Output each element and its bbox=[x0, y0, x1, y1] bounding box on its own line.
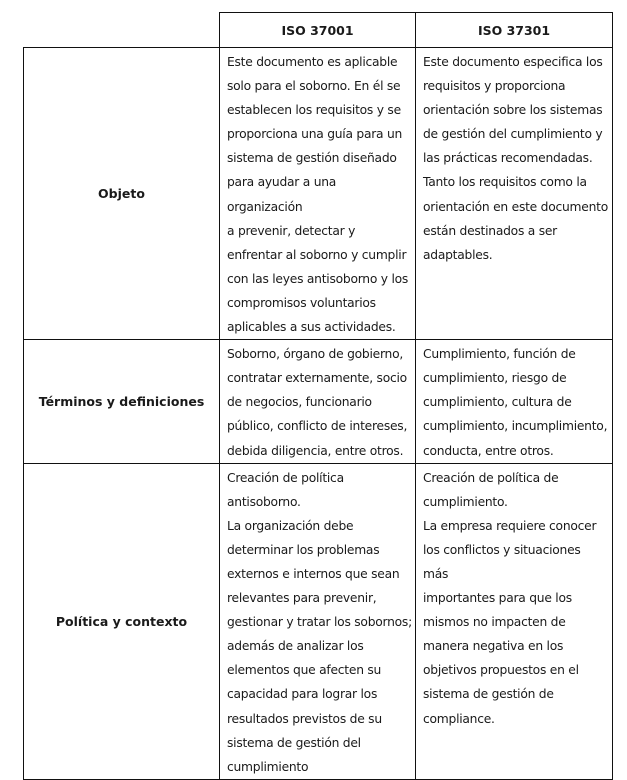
cell-politica-iso-37301: Creación de política de cumplimiento. La empresa requiere conocer los conflictos y situaciones más importantes para que los mismos no impacten de manera negativa en los objetivos propuestos en el sistema de gestión de compliance. bbox=[416, 463, 613, 779]
table-row-terminos bbox=[24, 340, 613, 463]
cell-terminos-iso-37001: Soborno, órgano de gobierno, contratar externamente, socio de negocios, funcionario público, conflicto de intereses, debida diligencia, entre otros. bbox=[220, 340, 416, 463]
empty-corner-cell bbox=[24, 13, 220, 48]
comparison-table bbox=[23, 12, 613, 780]
cell-politica-iso-37001: Creación de política antisoborno. La organización debe determinar los problemas externos e internos que sean relevantes para prevenir, gestionar y tratar los sobornos; además de analizar los elementos que afecten su capacidad para lograr los resultados previstos de su sistema de gestión del cumplimiento bbox=[220, 463, 416, 779]
table-row-objeto bbox=[24, 48, 613, 340]
cell-terminos-iso-37301: Cumplimiento, función de cumplimiento, riesgo de cumplimiento, cultura de cumplimiento, incumplimiento, conducta, entre otros. bbox=[416, 340, 613, 463]
column-header-iso-37301: ISO 37301 bbox=[416, 13, 613, 48]
row-label-politica-y-contexto: Política y contexto bbox=[24, 463, 220, 779]
cell-objeto-iso-37001: Este documento es aplicable solo para el soborno. En él se establecen los requisitos y se proporciona una guía para un sistema de gestión diseñado para ayudar a una organización a prevenir, detectar y enfrentar al soborno y cumplir con las leyes antisoborno y los compromisos voluntarios aplicables a sus actividades. bbox=[220, 48, 416, 340]
table-row-politica bbox=[24, 463, 613, 779]
row-label-terminos-y-definiciones: Términos y definiciones bbox=[24, 340, 220, 463]
column-header-iso-37001: ISO 37001 bbox=[220, 13, 416, 48]
header-row bbox=[24, 13, 613, 48]
cell-objeto-iso-37301: Este documento especifica los requisitos y proporciona orientación sobre los sistemas de gestión del cumplimiento y las prácticas recomendadas. Tanto los requisitos como la orientación en este documento están destinados a ser adaptables. bbox=[416, 48, 613, 340]
row-label-objeto: Objeto bbox=[24, 48, 220, 340]
